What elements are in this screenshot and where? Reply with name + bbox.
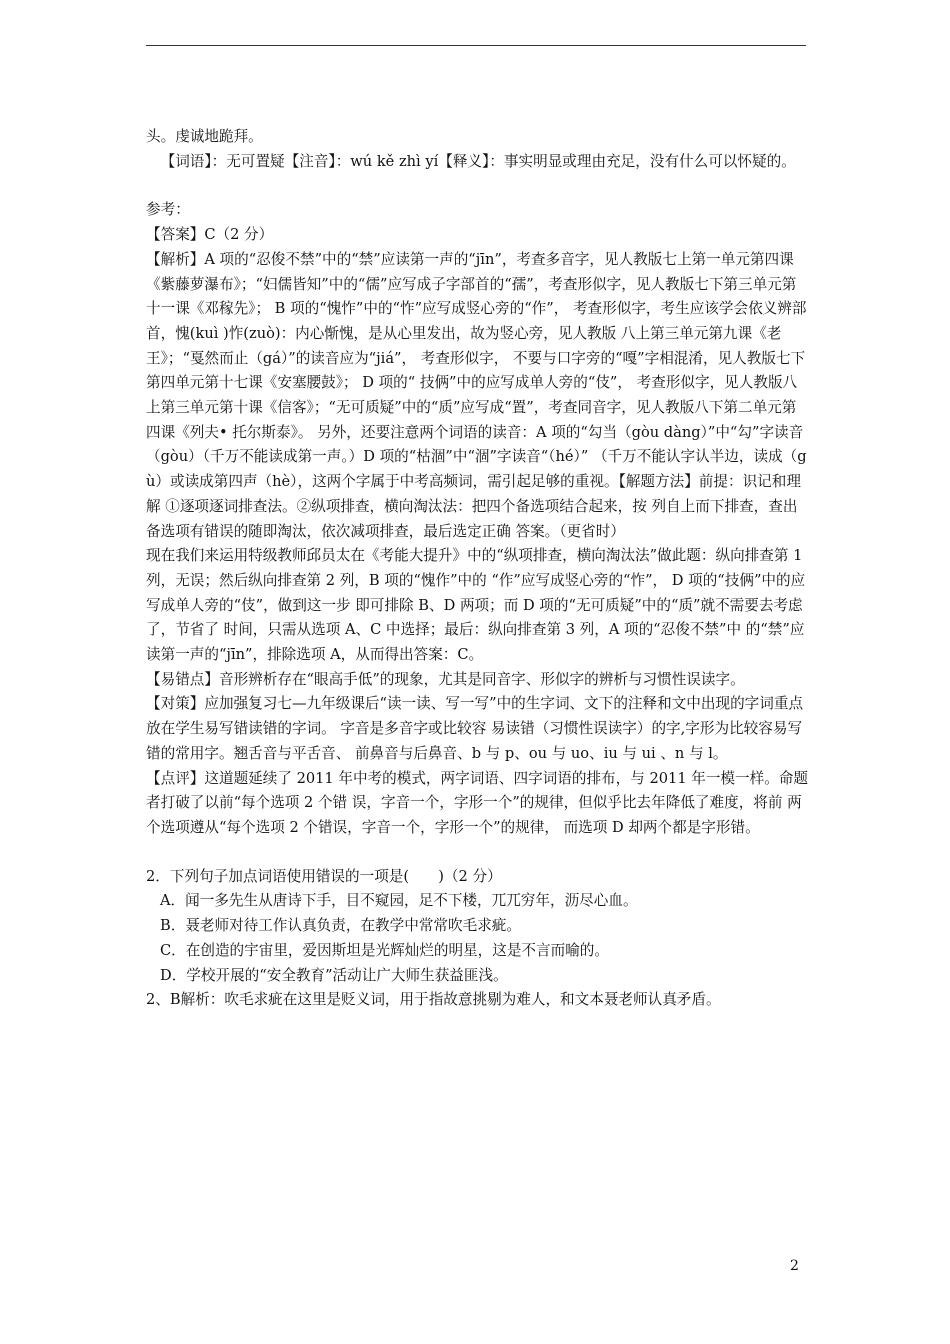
answer-line: 【答案】C（2 分） xyxy=(146,226,274,244)
analysis-paragraph: 【解析】A 项的“忍俊不禁”中的“禁”应读第一声的“jīn”，考查多音字，见人教版七上第一单元第四课《紫藤萝瀑布》；“妇儒皆知”中的“儒”应写成子字部首的“孺”，考查形似字，见人教版七下第三单元第十一课《邓稼先》； B 项的“愧怍”中的“怍”应写成竖心旁的“作”， 考查形似字，考生应该学会依义辨部首，愧(kuì )怍(zuò)：内心惭愧，是从心里发出，故为竖心旁，见人教版 八上第三单元第九课《老王》；“戛然而止（gá）”的读音应为“jiá”， 考查形似字， 不要与口字旁的“嘎”字相混淆，见人教版七下第四单元第十七课《安塞腰鼓》； D 项的“ 技俩”中的应写成单人旁的“伎”， 考查形似字，见人教版八上第三单元第十课《信客》；“无可质疑”中的“质”应写成“置”，考查同音字，见人教版八下第二单元第四课《列夫• 托尔斯泰》。 另外，还要注意两个词语的读音：A 项的“勾当（gòu dàng）”中“勾”字读音 （gòu）（千万不能读成第一声。）D 项的“枯涸”中“涸”字读音“（hé）” （千万不能认字认半边，读成（gù）或读成第四声（hè），这两个字属于中考高频词，需引起足够的重视。【解题方法】前提：识记和理解 ①逐项逐词排查法。②纵项排查，横向淘汰法：把四个备选项结合起来，按 列自上而下排查，查出备选项有错误的随即淘汰，依次减项排查，最后选定正确 答案。（更省时） xyxy=(146,250,807,540)
comment-paragraph: 【点评】这道题延续了 2011 年中考的模式，两字词语、四字词语的排布，与 2011 年一模一样。命题者打破了以前“每个选项 2 个错 误，字音一个，字形一个”的规律，但似乎比去年降低了难度，将前 两个选项遵从“每个选项 2 个错误，字音一个，字形一个”的规律， 而选项 D 却两个都是字形错。 xyxy=(146,769,808,836)
idiom-continuation: 头。虔诚地跪拜。 xyxy=(146,128,263,145)
spacer xyxy=(146,841,810,865)
question-2-option-a: A．闻一多先生从唐诗下手，目不窥园，足不下楼，兀兀穷年，沥尽心血。 xyxy=(160,892,638,910)
question-2-option-c: C．在创造的宇宙里，爱因斯坦是光辉灿烂的明星，这是不言而喻的。 xyxy=(160,941,609,959)
idiom-entry: 【词语】：无可置疑【注音】：wú kě zhì yí【释义】：事实明显或理由充足，没有什么可以怀疑的。 xyxy=(160,152,796,170)
question-2-answer: 2、B解析：吹毛求疵在这里是贬义词，用于指故意挑剔为难人，和文本聂老师认真矛盾。 xyxy=(146,991,721,1009)
header-rule xyxy=(146,45,806,46)
reference-label: 参考： xyxy=(146,201,190,219)
pitfall-paragraph: 【易错点】音形辨析存在“眼高手低”的现象，尤其是同音字、形似字的辨析与习惯性误读字。 xyxy=(146,670,745,688)
page-content xyxy=(146,125,810,1013)
method-paragraph: 现在我们来运用特级教师邱员太在《考能大提升》中的“纵项排查，横向淘汰法”做此题：纵向排查第 1 列，无误；然后纵向排查第 2 列，B 项的“愧作”中的 “作”应写成竖心旁的“怍”， D 项的“技俩”中的应写成单人旁的“伎”，做到这一步 即可排除 B、D 两项；而 D 项的“无可质疑”中的“质”就不需要去考虑了，节省了 时间，只需从选项 A、C 中选择；最后：纵向排查第 3 列，A 项的“忍俊不禁”中 的“禁”应读第一声的“jīn”，排除选项 A，从而得出答案：C。 xyxy=(146,547,806,664)
strategy-paragraph: 【对策】应加强复习七—九年级课后“读一读、写一写”中的生字词、文下的注释和文中出现的字词重点放在学生易写错读错的字词。 字音是多音字或比较容 易读错（习惯性误读字）的字,字形为比较容易写错的常用字。翘舌音与平舌音、 前鼻音与后鼻音、b 与 p、ou 与 uo、iu 与 ui 、n 与 l。 xyxy=(146,695,804,762)
question-2-option-d: D．学校开展的“安全教育”活动让广大师生获益匪浅。 xyxy=(160,966,508,984)
question-2-option-b: B．聂老师对待工作认真负责，在教学中常常吹毛求疵。 xyxy=(160,917,521,935)
spacer xyxy=(146,174,810,198)
question-2-stem: 2．下列句子加点词语使用错误的一项是( )（2 分） xyxy=(146,867,502,885)
page-number: 2 xyxy=(790,1258,799,1274)
